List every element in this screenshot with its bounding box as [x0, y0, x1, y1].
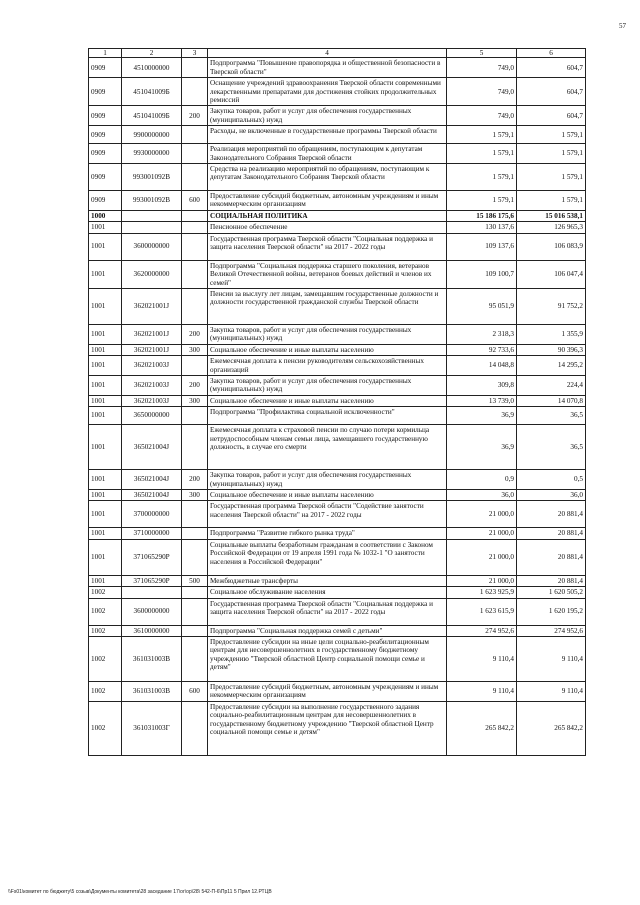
table-row	[89, 356, 586, 376]
expense-type-cell	[182, 58, 208, 78]
section-code-cell: 1001	[89, 539, 122, 575]
table-row	[89, 682, 586, 702]
executed-amount-cell: 1 355,9	[517, 324, 586, 344]
target-article-cell: 361031003В	[122, 682, 182, 702]
footer-file-path: \\Fs01\комитет по бюджету\5 созыв\Документы комитета\28 заседание 17\ог\ор\28\ 542-П-6\Пр11 5 Прил 12.РТЦВ	[8, 889, 272, 895]
item-name-cell: Расходы, не включенные в государственные программы Тверской области	[208, 126, 447, 144]
table-row	[89, 470, 586, 490]
table-row	[89, 106, 586, 126]
executed-amount-cell: 20 881,4	[517, 539, 586, 575]
approved-amount-cell: 1 623 925,9	[447, 587, 517, 598]
item-name-cell: Социальное обеспечение и иные выплаты населению	[208, 489, 447, 500]
table-row	[89, 587, 586, 598]
approved-amount-cell: 1 579,1	[447, 164, 517, 191]
executed-amount-cell: 9 110,4	[517, 682, 586, 702]
section-code-cell: 0909	[89, 191, 122, 211]
section-code-cell: 0909	[89, 106, 122, 126]
approved-amount-cell: 109 137,6	[447, 233, 517, 260]
item-name-cell: Ежемесячная доплата к пенсии руководителям сельскохозяйственных организаций	[208, 356, 447, 376]
table-row	[89, 528, 586, 539]
budget-table	[88, 48, 586, 756]
expense-type-cell: 200	[182, 375, 208, 395]
item-name-cell: Закупка товаров, работ и услуг для обеспечения государственных (муниципальных) нужд	[208, 106, 447, 126]
table-row	[89, 425, 586, 470]
target-article-cell: 361031003Г	[122, 701, 182, 755]
expense-type-cell	[182, 260, 208, 288]
section-code-cell: 1001	[89, 288, 122, 324]
executed-amount-cell: 36,5	[517, 425, 586, 470]
approved-amount-cell: 130 137,6	[447, 222, 517, 233]
table-row	[89, 288, 586, 324]
section-code-cell: 1001	[89, 222, 122, 233]
approved-amount-cell: 13 739,0	[447, 395, 517, 406]
executed-amount-cell: 265 842,2	[517, 701, 586, 755]
approved-amount-cell: 265 842,2	[447, 701, 517, 755]
item-name-cell: Ежемесячная доплата к страховой пенсии по случаю потери кормильца нетрудоспособным членам семьи лица, замещавшего государственную должность, в случае его смерти	[208, 425, 447, 470]
table-row	[89, 222, 586, 233]
item-name-cell: Государственная программа Тверской области "Социальная поддержка и защита населения Тверской области" на 2017 - 2022 годы	[208, 598, 447, 625]
table-row	[89, 539, 586, 575]
target-article-cell: 362021001Ј	[122, 324, 182, 344]
expense-type-cell	[182, 598, 208, 625]
executed-amount-cell: 1 579,1	[517, 144, 586, 164]
executed-amount-cell: 9 110,4	[517, 637, 586, 682]
table-header-row	[89, 49, 586, 58]
expense-type-cell	[182, 625, 208, 636]
approved-amount-cell: 21 000,0	[447, 528, 517, 539]
table-row	[89, 144, 586, 164]
item-name-cell: Социальное обеспечение и иные выплаты населению	[208, 395, 447, 406]
approved-amount-cell: 749,0	[447, 106, 517, 126]
item-name-cell: Реализация мероприятий по обращениям, поступающим к депутатам Законодательного Собрания Тверской области	[208, 144, 447, 164]
section-code-cell: 0909	[89, 126, 122, 144]
approved-amount-cell: 36,0	[447, 489, 517, 500]
executed-amount-cell: 1 620 195,2	[517, 598, 586, 625]
executed-amount-cell: 604,7	[517, 78, 586, 106]
executed-amount-cell: 36,0	[517, 489, 586, 500]
header-col-6: 6	[517, 49, 586, 58]
expense-type-cell	[182, 288, 208, 324]
table-row	[89, 637, 586, 682]
target-article-cell: 362021001Ј	[122, 288, 182, 324]
item-name-cell: Закупка товаров, работ и услуг для обеспечения государственных (муниципальных) нужд	[208, 375, 447, 395]
expense-type-cell	[182, 222, 208, 233]
section-code-cell: 1001	[89, 470, 122, 490]
item-name-cell: Государственная программа Тверской области "Социальная поддержка и защита населения Тверской области" на 2017 - 2022 годы	[208, 233, 447, 260]
table-row	[89, 395, 586, 406]
expense-type-cell	[182, 126, 208, 144]
approved-amount-cell: 9 110,4	[447, 637, 517, 682]
expense-type-cell	[182, 356, 208, 376]
executed-amount-cell: 106 047,4	[517, 260, 586, 288]
approved-amount-cell: 749,0	[447, 78, 517, 106]
section-code-cell: 1001	[89, 344, 122, 355]
section-code-cell: 0909	[89, 58, 122, 78]
target-article-cell: 3650000000	[122, 407, 182, 425]
target-article-cell: 371065290Р	[122, 539, 182, 575]
table-row	[89, 489, 586, 500]
table-row	[89, 58, 586, 78]
table-row	[89, 625, 586, 636]
item-name-cell: Подпрограмма "Повышение правопорядка и общественной безопасности в Тверской области"	[208, 58, 447, 78]
item-name-cell: Предоставление субсидий бюджетным, автономным учреждениям и иным некоммерческим организациям	[208, 682, 447, 702]
table-row	[89, 126, 586, 144]
expense-type-cell: 600	[182, 191, 208, 211]
approved-amount-cell: 14 048,8	[447, 356, 517, 376]
expense-type-cell: 300	[182, 344, 208, 355]
approved-amount-cell: 2 318,3	[447, 324, 517, 344]
item-name-cell: Межбюджетные трансферты	[208, 575, 447, 586]
expense-type-cell	[182, 501, 208, 528]
expense-type-cell	[182, 233, 208, 260]
item-name-cell: Закупка товаров, работ и услуг для обеспечения государственных (муниципальных) нужд	[208, 470, 447, 490]
section-code-cell: 1001	[89, 260, 122, 288]
item-name-cell: Социальное обслуживание населения	[208, 587, 447, 598]
approved-amount-cell: 9 110,4	[447, 682, 517, 702]
table-row	[89, 324, 586, 344]
expense-type-cell: 600	[182, 682, 208, 702]
section-code-cell: 1001	[89, 528, 122, 539]
executed-amount-cell: 604,7	[517, 106, 586, 126]
expense-type-cell	[182, 539, 208, 575]
target-article-cell: 365021004Ј	[122, 425, 182, 470]
expense-type-cell	[182, 701, 208, 755]
section-code-cell: 1001	[89, 395, 122, 406]
target-article-cell	[122, 222, 182, 233]
header-col-5: 5	[447, 49, 517, 58]
item-name-cell: Социальное обеспечение и иные выплаты населению	[208, 344, 447, 355]
target-article-cell: 4510000000	[122, 58, 182, 78]
executed-amount-cell: 15 016 538,1	[517, 210, 586, 221]
approved-amount-cell: 92 733,6	[447, 344, 517, 355]
executed-amount-cell: 0,5	[517, 470, 586, 490]
executed-amount-cell: 1 579,1	[517, 164, 586, 191]
section-code-cell: 0909	[89, 78, 122, 106]
target-article-cell: 362021001Ј	[122, 344, 182, 355]
table-row	[89, 344, 586, 355]
approved-amount-cell: 1 623 615,9	[447, 598, 517, 625]
target-article-cell: 362021003Ј	[122, 375, 182, 395]
target-article-cell	[122, 210, 182, 221]
expense-type-cell	[182, 425, 208, 470]
executed-amount-cell: 1 579,1	[517, 191, 586, 211]
approved-amount-cell: 21 000,0	[447, 575, 517, 586]
header-col-4: 4	[208, 49, 447, 58]
target-article-cell: 3700000000	[122, 501, 182, 528]
approved-amount-cell: 21 000,0	[447, 501, 517, 528]
section-code-cell: 1002	[89, 587, 122, 598]
approved-amount-cell: 1 579,1	[447, 144, 517, 164]
item-name-cell: Социальные выплаты безработным гражданам в соответствии с Законом Российской Федерации от 19 апреля 1991 года № 1032-1 "О занятости населения в Российской Федерации"	[208, 539, 447, 575]
item-name-cell: Оснащение учреждений здравоохранения Тверской области современными лекарственными препаратами для достижения стойких продолжительных ремиссий	[208, 78, 447, 106]
section-code-cell: 1001	[89, 356, 122, 376]
executed-amount-cell: 91 752,2	[517, 288, 586, 324]
target-article-cell: 365021004Ј	[122, 489, 182, 500]
expense-type-cell: 500	[182, 575, 208, 586]
target-article-cell: 451041009Б	[122, 106, 182, 126]
approved-amount-cell: 95 051,9	[447, 288, 517, 324]
item-name-cell: Закупка товаров, работ и услуг для обеспечения государственных (муниципальных) нужд	[208, 324, 447, 344]
item-name-cell: Пенсионное обеспечение	[208, 222, 447, 233]
target-article-cell: 362021003Ј	[122, 356, 182, 376]
executed-amount-cell: 126 965,3	[517, 222, 586, 233]
header-col-3: 3	[182, 49, 208, 58]
executed-amount-cell: 14 295,2	[517, 356, 586, 376]
target-article-cell: 371065290Р	[122, 575, 182, 586]
section-code-cell: 1001	[89, 324, 122, 344]
item-name-cell: Пенсии за выслугу лет лицам, замещавшим государственные должности и должности государственной гражданской службы Тверской области	[208, 288, 447, 324]
expense-type-cell	[182, 407, 208, 425]
executed-amount-cell: 20 881,4	[517, 528, 586, 539]
approved-amount-cell: 1 579,1	[447, 191, 517, 211]
approved-amount-cell: 21 000,0	[447, 539, 517, 575]
expense-type-cell	[182, 144, 208, 164]
section-code-cell: 0909	[89, 164, 122, 191]
expense-type-cell: 300	[182, 489, 208, 500]
table-row	[89, 164, 586, 191]
table-body	[89, 58, 586, 755]
expense-type-cell	[182, 637, 208, 682]
header-col-2: 2	[122, 49, 182, 58]
table-row	[89, 233, 586, 260]
header-col-1: 1	[89, 49, 122, 58]
item-name-cell: Средства на реализацию мероприятий по обращениям, поступающим к депутатам Законодательного Собрания Тверской области	[208, 164, 447, 191]
approved-amount-cell: 36,9	[447, 407, 517, 425]
table-row	[89, 407, 586, 425]
approved-amount-cell: 109 100,7	[447, 260, 517, 288]
expense-type-cell	[182, 528, 208, 539]
target-article-cell: 3600000000	[122, 233, 182, 260]
expense-type-cell	[182, 210, 208, 221]
section-code-cell: 1000	[89, 210, 122, 221]
executed-amount-cell: 106 083,9	[517, 233, 586, 260]
approved-amount-cell: 1 579,1	[447, 126, 517, 144]
item-name-cell: Подпрограмма "Социальная поддержка старшего поколения, ветеранов Великой Отечественной войны, ветеранов боевых действий и членов их семей"	[208, 260, 447, 288]
target-article-cell: 3600000000	[122, 598, 182, 625]
table-row	[89, 191, 586, 211]
approved-amount-cell: 309,8	[447, 375, 517, 395]
section-code-cell: 1002	[89, 637, 122, 682]
target-article-cell: 3710000000	[122, 528, 182, 539]
section-code-cell: 1002	[89, 598, 122, 625]
table-row	[89, 701, 586, 755]
expense-type-cell: 200	[182, 324, 208, 344]
section-code-cell: 1002	[89, 682, 122, 702]
item-name-cell: Предоставление субсидии на выполнение государственного задания социально-реабилитационным центрам для несовершеннолетних в государственному бюджетному учреждению "Тверской областной Центр социальной помощи семье и детям"	[208, 701, 447, 755]
approved-amount-cell: 0,9	[447, 470, 517, 490]
table-row	[89, 575, 586, 586]
target-article-cell: 362021003Ј	[122, 395, 182, 406]
expense-type-cell: 200	[182, 106, 208, 126]
executed-amount-cell: 14 070,8	[517, 395, 586, 406]
expense-type-cell: 300	[182, 395, 208, 406]
table-row	[89, 210, 586, 221]
section-code-cell: 1002	[89, 701, 122, 755]
expense-type-cell	[182, 78, 208, 106]
executed-amount-cell: 1 620 505,2	[517, 587, 586, 598]
item-name-cell: СОЦИАЛЬНАЯ ПОЛИТИКА	[208, 210, 447, 221]
section-code-cell: 1001	[89, 575, 122, 586]
target-article-cell: 3610000000	[122, 625, 182, 636]
item-name-cell: Государственная программа Тверской области "Содействие занятости населения Тверской области" на 2017 - 2022 годы	[208, 501, 447, 528]
section-code-cell: 1001	[89, 407, 122, 425]
item-name-cell: Предоставление субсидий бюджетным, автономным учреждениям и иным некоммерческим организациям	[208, 191, 447, 211]
executed-amount-cell: 604,7	[517, 58, 586, 78]
table-row	[89, 260, 586, 288]
approved-amount-cell: 36,9	[447, 425, 517, 470]
target-article-cell: 451041009Б	[122, 78, 182, 106]
executed-amount-cell: 20 881,4	[517, 501, 586, 528]
table-row	[89, 501, 586, 528]
expense-type-cell: 200	[182, 470, 208, 490]
expense-type-cell	[182, 164, 208, 191]
section-code-cell: 1002	[89, 625, 122, 636]
item-name-cell: Предоставление субсидии на иные цели социально-реабилитационным центрам для несовершеннолетних в государственному бюджетному учреждению "Тверской областной Центр социальной помощи семье и детям"	[208, 637, 447, 682]
approved-amount-cell: 749,0	[447, 58, 517, 78]
item-name-cell: Подпрограмма "Профилактика социальной исключенности"	[208, 407, 447, 425]
section-code-cell: 1001	[89, 375, 122, 395]
target-article-cell: 361031003В	[122, 637, 182, 682]
target-article-cell: 365021004Ј	[122, 470, 182, 490]
executed-amount-cell: 36,5	[517, 407, 586, 425]
target-article-cell: 993001092В	[122, 191, 182, 211]
approved-amount-cell: 15 186 175,6	[447, 210, 517, 221]
section-code-cell: 0909	[89, 144, 122, 164]
item-name-cell: Подпрограмма "Развитие гибкого рынка труда"	[208, 528, 447, 539]
target-article-cell: 993001092В	[122, 164, 182, 191]
executed-amount-cell: 90 396,3	[517, 344, 586, 355]
section-code-cell: 1001	[89, 501, 122, 528]
executed-amount-cell: 224,4	[517, 375, 586, 395]
executed-amount-cell: 20 881,4	[517, 575, 586, 586]
target-article-cell: 9930000000	[122, 144, 182, 164]
table-row	[89, 78, 586, 106]
executed-amount-cell: 1 579,1	[517, 126, 586, 144]
section-code-cell: 1001	[89, 425, 122, 470]
target-article-cell: 9900000000	[122, 126, 182, 144]
approved-amount-cell: 274 952,6	[447, 625, 517, 636]
target-article-cell: 3620000000	[122, 260, 182, 288]
table-row	[89, 598, 586, 625]
section-code-cell: 1001	[89, 489, 122, 500]
section-code-cell: 1001	[89, 233, 122, 260]
expense-type-cell	[182, 587, 208, 598]
page-number: 57	[619, 22, 626, 30]
executed-amount-cell: 274 952,6	[517, 625, 586, 636]
target-article-cell	[122, 587, 182, 598]
table-row	[89, 375, 586, 395]
item-name-cell: Подпрограмма "Социальная поддержка семей с детьми"	[208, 625, 447, 636]
